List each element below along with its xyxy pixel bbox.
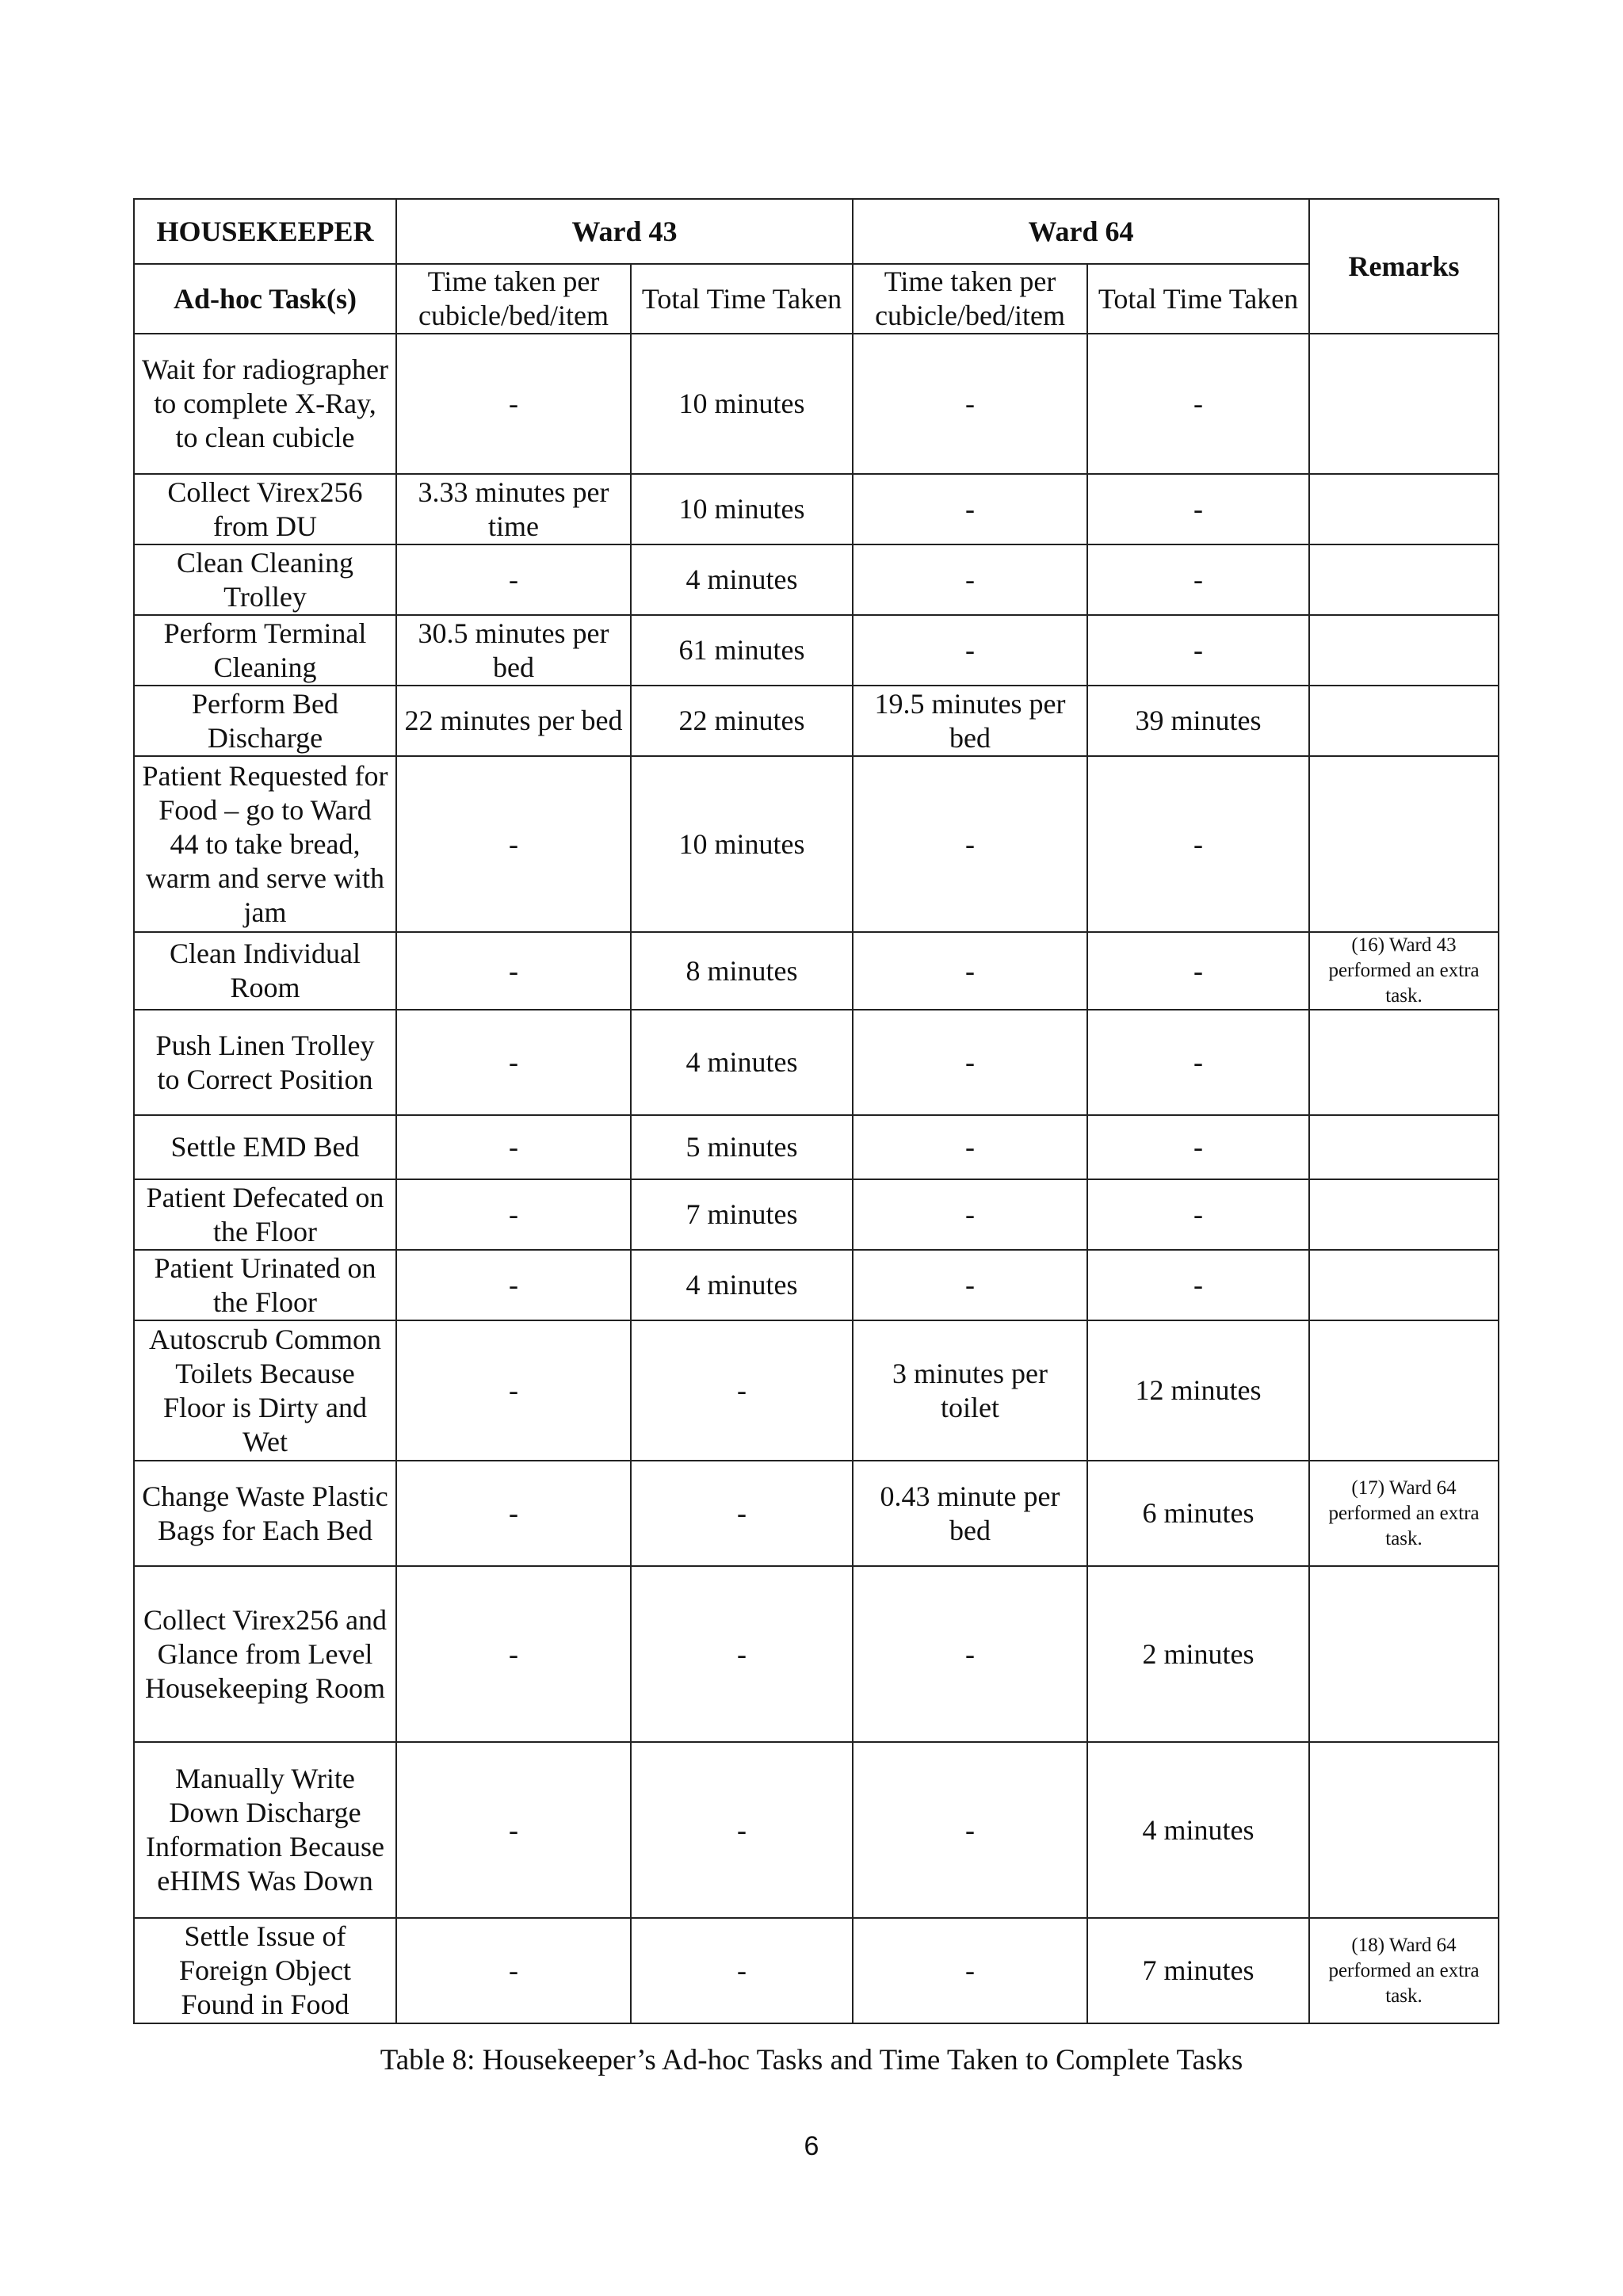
task-cell: Clean Individual Room xyxy=(134,932,396,1010)
ward-43-total-cell: - xyxy=(631,1742,853,1918)
remark-cell xyxy=(1309,615,1499,686)
header-ward-64-total: Total Time Taken xyxy=(1087,264,1309,334)
header-ward-43-per-item: Time taken per cubicle/bed/item xyxy=(396,264,631,334)
ward-43-per-item-cell: - xyxy=(396,756,631,932)
task-cell: Patient Requested for Food – go to Ward 44 to take bread, warm and serve with jam xyxy=(134,756,396,932)
ward-64-total-cell: 7 minutes xyxy=(1087,1918,1309,2023)
table-row xyxy=(134,615,1499,686)
ward-43-total-cell: 4 minutes xyxy=(631,1010,853,1115)
ward-43-total-cell: 10 minutes xyxy=(631,756,853,932)
ward-43-per-item-cell: 30.5 minutes per bed xyxy=(396,615,631,686)
ward-43-per-item-cell: 3.33 minutes per time xyxy=(396,474,631,544)
remark-cell xyxy=(1309,544,1499,615)
table-row xyxy=(134,1010,1499,1115)
ward-64-total-cell: 12 minutes xyxy=(1087,1320,1309,1461)
remark-cell xyxy=(1309,474,1499,544)
ward-64-per-item-cell: - xyxy=(853,932,1087,1010)
task-cell: Patient Urinated on the Floor xyxy=(134,1250,396,1320)
ward-64-per-item-cell: 0.43 minute per bed xyxy=(853,1461,1087,1566)
task-cell: Clean Cleaning Trolley xyxy=(134,544,396,615)
task-cell: Manually Write Down Discharge Information Because eHIMS Was Down xyxy=(134,1742,396,1918)
ward-43-total-cell: 61 minutes xyxy=(631,615,853,686)
ward-43-per-item-cell: - xyxy=(396,1115,631,1179)
ward-43-per-item-cell: - xyxy=(396,544,631,615)
header-row-sub xyxy=(134,264,1499,334)
ward-43-per-item-cell: - xyxy=(396,1566,631,1742)
ward-64-total-cell: - xyxy=(1087,474,1309,544)
ward-64-per-item-cell: - xyxy=(853,1115,1087,1179)
ward-64-total-cell: - xyxy=(1087,334,1309,474)
task-cell: Wait for radiographer to complete X-Ray, to clean cubicle xyxy=(134,334,396,474)
task-cell: Push Linen Trolley to Correct Position xyxy=(134,1010,396,1115)
ward-64-total-cell: 39 minutes xyxy=(1087,686,1309,756)
ward-64-per-item-cell: - xyxy=(853,474,1087,544)
ward-64-total-cell: 2 minutes xyxy=(1087,1566,1309,1742)
task-cell: Perform Terminal Cleaning xyxy=(134,615,396,686)
header-ward-64-per-item: Time taken per cubicle/bed/item xyxy=(853,264,1087,334)
ward-64-total-cell: - xyxy=(1087,1179,1309,1250)
ward-43-per-item-cell: - xyxy=(396,1742,631,1918)
remark-cell: (18) Ward 64 performed an extra task. xyxy=(1309,1918,1499,2023)
remark-cell xyxy=(1309,1250,1499,1320)
ward-43-total-cell: 10 minutes xyxy=(631,334,853,474)
ward-64-total-cell: - xyxy=(1087,1115,1309,1179)
remark-cell xyxy=(1309,1742,1499,1918)
table-row xyxy=(134,686,1499,756)
ward-43-per-item-cell: - xyxy=(396,1461,631,1566)
header-remarks: Remarks xyxy=(1309,199,1499,334)
task-cell: Settle EMD Bed xyxy=(134,1115,396,1179)
ward-43-total-cell: - xyxy=(631,1918,853,2023)
remark-cell xyxy=(1309,756,1499,932)
ward-43-total-cell: 22 minutes xyxy=(631,686,853,756)
table-row xyxy=(134,1566,1499,1742)
task-cell: Perform Bed Discharge xyxy=(134,686,396,756)
remark-cell xyxy=(1309,1179,1499,1250)
remark-cell xyxy=(1309,1320,1499,1461)
ward-64-per-item-cell: - xyxy=(853,1566,1087,1742)
table-row xyxy=(134,334,1499,474)
header-ward-64: Ward 64 xyxy=(853,199,1309,264)
table-row xyxy=(134,1461,1499,1566)
ward-43-total-cell: - xyxy=(631,1320,853,1461)
ward-43-per-item-cell: - xyxy=(396,932,631,1010)
table-row xyxy=(134,1250,1499,1320)
ward-64-total-cell: - xyxy=(1087,932,1309,1010)
table-row xyxy=(134,474,1499,544)
ward-43-per-item-cell: - xyxy=(396,1010,631,1115)
header-task-column: Ad-hoc Task(s) xyxy=(134,264,396,334)
housekeeper-adhoc-tasks-table xyxy=(133,198,1499,2024)
task-cell: Patient Defecated on the Floor xyxy=(134,1179,396,1250)
ward-64-per-item-cell: - xyxy=(853,1010,1087,1115)
ward-43-total-cell: 4 minutes xyxy=(631,544,853,615)
table-row xyxy=(134,1179,1499,1250)
table-row xyxy=(134,1918,1499,2023)
header-role: HOUSEKEEPER xyxy=(134,199,396,264)
header-row-top xyxy=(134,199,1499,264)
ward-64-per-item-cell: - xyxy=(853,1918,1087,2023)
remark-cell xyxy=(1309,1115,1499,1179)
table-row xyxy=(134,1320,1499,1461)
table-caption: Table 8: Housekeeper’s Ad-hoc Tasks and Time Taken to Complete Tasks xyxy=(380,2044,1243,2076)
ward-64-per-item-cell: 3 minutes per toilet xyxy=(853,1320,1087,1461)
ward-43-total-cell: - xyxy=(631,1566,853,1742)
ward-43-total-cell: 10 minutes xyxy=(631,474,853,544)
table-row xyxy=(134,544,1499,615)
table-row xyxy=(134,932,1499,1010)
ward-64-per-item-cell: 19.5 minutes per bed xyxy=(853,686,1087,756)
task-cell: Collect Virex256 from DU xyxy=(134,474,396,544)
ward-43-total-cell: 4 minutes xyxy=(631,1250,853,1320)
table-row xyxy=(134,1742,1499,1918)
ward-43-total-cell: 7 minutes xyxy=(631,1179,853,1250)
ward-64-per-item-cell: - xyxy=(853,615,1087,686)
remark-cell xyxy=(1309,1566,1499,1742)
ward-64-total-cell: - xyxy=(1087,756,1309,932)
ward-43-total-cell: - xyxy=(631,1461,853,1566)
ward-64-total-cell: - xyxy=(1087,615,1309,686)
ward-64-total-cell: 4 minutes xyxy=(1087,1742,1309,1918)
page-number: 6 xyxy=(804,2131,819,2161)
remark-cell xyxy=(1309,686,1499,756)
ward-64-per-item-cell: - xyxy=(853,1742,1087,1918)
ward-64-per-item-cell: - xyxy=(853,756,1087,932)
remark-cell: (17) Ward 64 performed an extra task. xyxy=(1309,1461,1499,1566)
ward-64-per-item-cell: - xyxy=(853,1250,1087,1320)
ward-43-per-item-cell: - xyxy=(396,1918,631,2023)
ward-64-total-cell: - xyxy=(1087,544,1309,615)
ward-64-per-item-cell: - xyxy=(853,544,1087,615)
remark-cell: (16) Ward 43 performed an extra task. xyxy=(1309,932,1499,1010)
task-cell: Settle Issue of Foreign Object Found in Food xyxy=(134,1918,396,2023)
ward-43-per-item-cell: - xyxy=(396,1320,631,1461)
remark-cell xyxy=(1309,334,1499,474)
table-row xyxy=(134,756,1499,932)
task-cell: Change Waste Plastic Bags for Each Bed xyxy=(134,1461,396,1566)
header-ward-43: Ward 43 xyxy=(396,199,853,264)
task-cell: Autoscrub Common Toilets Because Floor is Dirty and Wet xyxy=(134,1320,396,1461)
ward-64-per-item-cell: - xyxy=(853,1179,1087,1250)
remark-cell xyxy=(1309,1010,1499,1115)
ward-64-total-cell: - xyxy=(1087,1010,1309,1115)
ward-64-total-cell: - xyxy=(1087,1250,1309,1320)
ward-43-per-item-cell: 22 minutes per bed xyxy=(396,686,631,756)
ward-64-per-item-cell: - xyxy=(853,334,1087,474)
ward-43-total-cell: 5 minutes xyxy=(631,1115,853,1179)
ward-43-total-cell: 8 minutes xyxy=(631,932,853,1010)
ward-43-per-item-cell: - xyxy=(396,1179,631,1250)
header-ward-43-total: Total Time Taken xyxy=(631,264,853,334)
ward-64-total-cell: 6 minutes xyxy=(1087,1461,1309,1566)
ward-43-per-item-cell: - xyxy=(396,1250,631,1320)
task-cell: Collect Virex256 and Glance from Level Housekeeping Room xyxy=(134,1566,396,1742)
table-row xyxy=(134,1115,1499,1179)
ward-43-per-item-cell: - xyxy=(396,334,631,474)
